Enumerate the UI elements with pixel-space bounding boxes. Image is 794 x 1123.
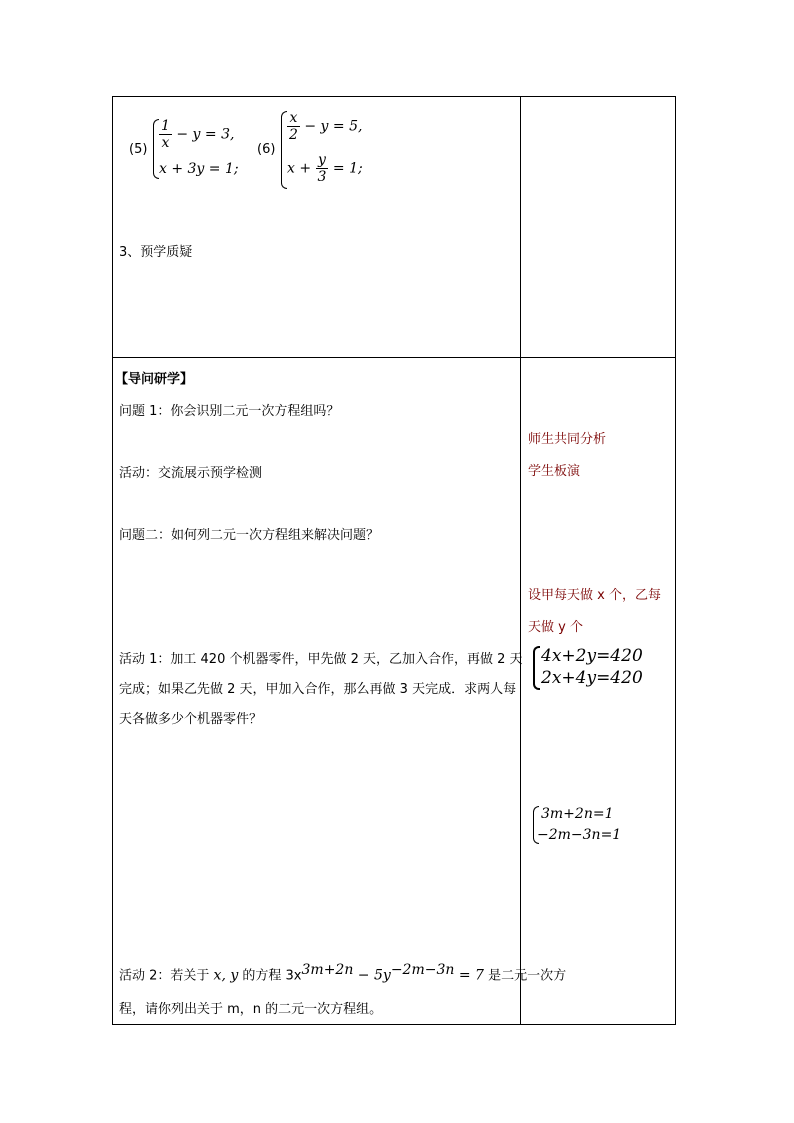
activity-2-line1: 活动 2：若关于 x, y 的方程 $3x^{3m+2n} - 5y^{-2m-3n} = 7$ 是二元一次方 [119, 962, 567, 984]
eq5-line1: $\frac{1}{x}$ − y = 3, [161, 118, 235, 151]
teacher-note-let-line1: 设甲每天做 x 个，乙每 [528, 588, 661, 603]
activity-1-line2: 完成；如果乙先做 2 天，甲加入合作，那么再做 3 天完成．求两人每 [119, 682, 517, 697]
teacher-note-analysis: 师生共同分析 [528, 432, 607, 447]
activity-exchange: 活动：交流展示预学检测 [119, 466, 263, 481]
eq5-line2: x + 3y = 1; [159, 161, 239, 177]
teacher-note-let-line2: 天做 y 个 [528, 620, 583, 635]
system-1-brace [533, 646, 540, 690]
exercise-cell [113, 97, 521, 358]
section-3-title: 3、预学质疑 [119, 245, 193, 260]
table-row [113, 358, 676, 1025]
system-1-eq2: 2x+4y=420 [541, 668, 643, 688]
eq6-label: (6) [257, 142, 276, 157]
eq6-line1: $\frac{x}{2}$ − y = 5, [289, 110, 363, 143]
teacher-note-board: 学生板演 [528, 464, 581, 479]
system-2-eq2: −2m−3n=1 [537, 827, 622, 843]
notes-cell [521, 358, 676, 1025]
activity-1-line3: 天各做多少个机器零件？ [119, 712, 263, 727]
activity-2-line2: 程，请你列出关于 m，n 的二元一次方程组。 [119, 1002, 383, 1017]
section-heading: 【导问研学】 [115, 372, 194, 387]
system-1-eq1: 4x+2y=420 [541, 646, 643, 666]
eq5-label: (5) [129, 142, 148, 157]
question-2: 问题二：如何列二元一次方程组来解决问题？ [119, 528, 380, 543]
question-1: 问题 1：你会识别二元一次方程组吗？ [119, 404, 340, 419]
lesson-table [112, 96, 676, 1025]
notes-cell-top [521, 97, 676, 358]
table-row [113, 97, 676, 358]
eq6-line2: x + $\frac{y}{3}$ = 1; [287, 152, 363, 185]
system-2-eq1: 3m+2n=1 [541, 806, 614, 822]
activity-1-line1: 活动 1：加工 420 个机器零件，甲先做 2 天，乙加入合作，再做 2 天 [119, 652, 523, 667]
